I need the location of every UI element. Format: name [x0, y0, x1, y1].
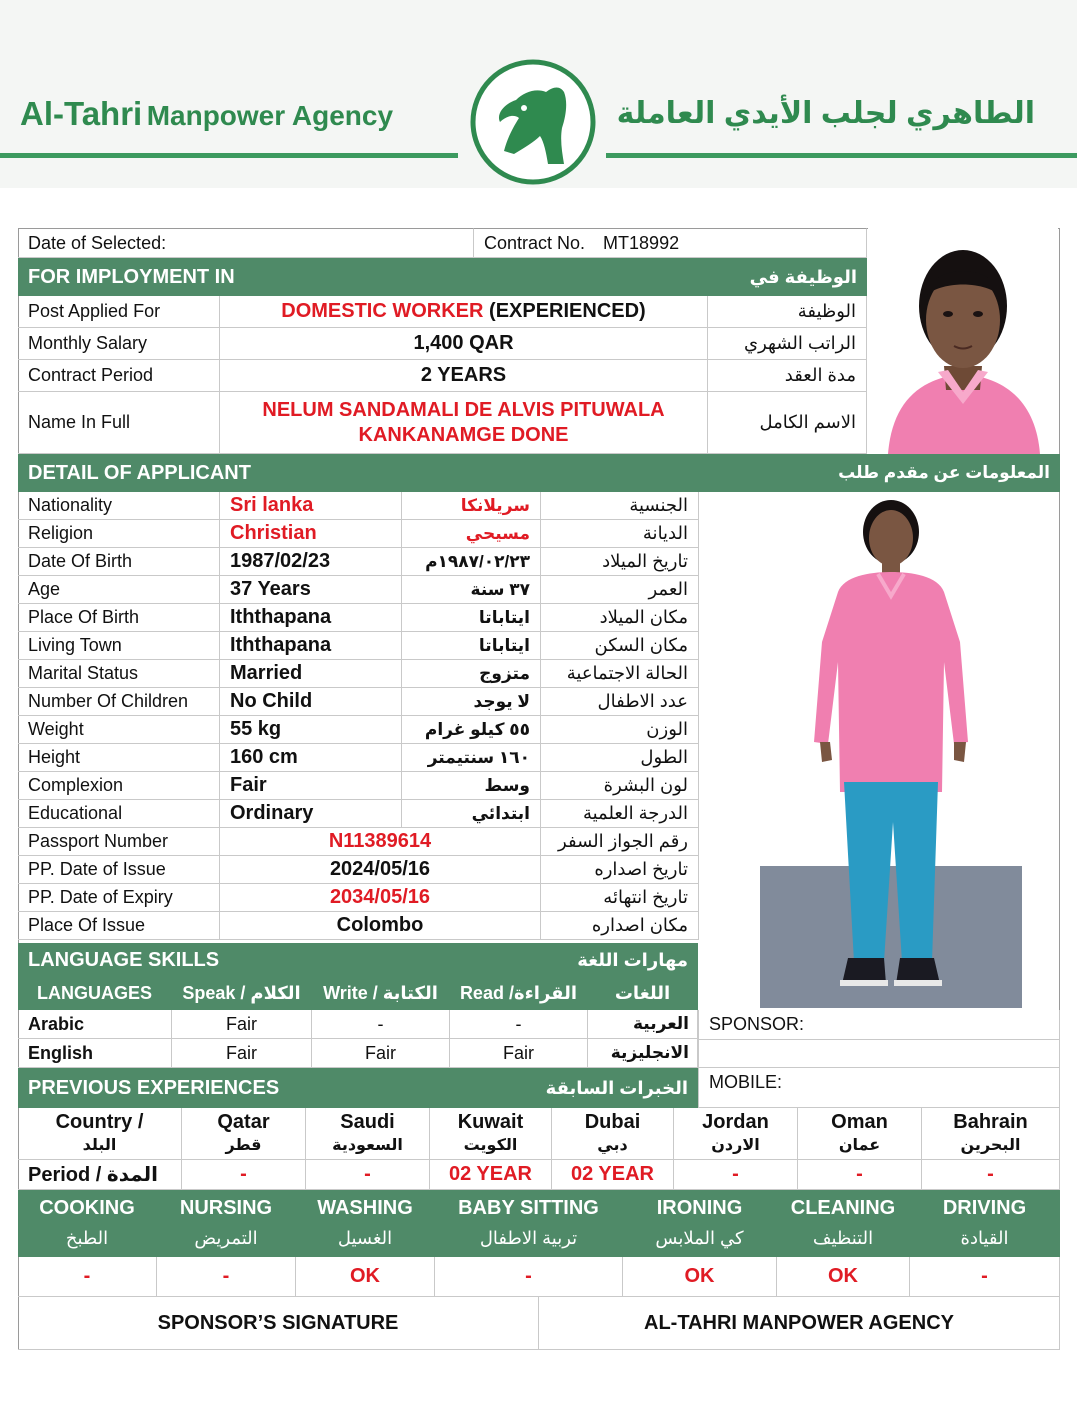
- country-name-en: Saudi: [340, 1110, 395, 1133]
- skill-value: OK: [623, 1257, 777, 1297]
- date-selected-label: Date of Selected:: [18, 228, 474, 258]
- horse-logo: [464, 56, 602, 188]
- applicant-label: Place Of Birth: [18, 604, 220, 632]
- applicant-value-ar: متزوج: [402, 660, 541, 688]
- skill-name-ar: كي الملابس: [655, 1228, 744, 1248]
- applicant-label-ar: الديانة: [541, 520, 699, 548]
- country-name-ar: السعودية: [332, 1136, 403, 1154]
- country-name-en: Bahrain: [953, 1110, 1028, 1133]
- skill-value: OK: [296, 1257, 435, 1297]
- contract-period-value: 2 YEARS: [220, 360, 708, 392]
- applicant-value: No Child: [220, 688, 402, 716]
- applicant-label: Living Town: [18, 632, 220, 660]
- passport-label: Place Of Issue: [18, 912, 220, 940]
- applicant-label-ar: عدد الاطفال: [541, 688, 699, 716]
- agency-name-en: Al-Tahri Manpower Agency: [20, 95, 394, 132]
- applicant-label: Religion: [18, 520, 220, 548]
- mobile-field: [698, 1068, 1060, 1108]
- experience-period: -: [182, 1160, 306, 1190]
- applicant-value: 37 Years: [220, 576, 402, 604]
- header-line-left: [0, 153, 458, 158]
- language-header: LANGUAGES: [18, 978, 172, 1010]
- passport-label: PP. Date of Expiry: [18, 884, 220, 912]
- applicant-label: Height: [18, 744, 220, 772]
- skill-name-en: COOKING: [39, 1197, 135, 1219]
- language-title-ar: مهارات اللغة: [577, 950, 688, 970]
- language-title-en: LANGUAGE SKILLS: [28, 949, 220, 971]
- applicant-title-en: DETAIL OF APPLICANT: [28, 461, 251, 484]
- full-name-ar: الاسم الكامل: [708, 392, 867, 454]
- skill-value: -: [157, 1257, 296, 1297]
- applicant-label-ar: الوزن: [541, 716, 699, 744]
- passport-value: Colombo: [220, 912, 541, 940]
- experience-title-ar: الخبرات السابقة: [545, 1077, 688, 1098]
- language-read: Fair: [450, 1039, 588, 1068]
- country-name-ar: دبي: [597, 1136, 628, 1154]
- skill-name-ar: التنظيف: [812, 1228, 874, 1248]
- applicant-value-ar: لا يوجد: [402, 688, 541, 716]
- applicant-value: Iththapana: [220, 632, 402, 660]
- skill-header: [910, 1190, 1060, 1257]
- experience-country: [552, 1108, 674, 1160]
- experience-period: -: [674, 1160, 798, 1190]
- applicant-value: 160 cm: [220, 744, 402, 772]
- skill-header: [18, 1190, 157, 1257]
- applicant-label: Complexion: [18, 772, 220, 800]
- skill-name-en: CLEANING: [790, 1197, 896, 1219]
- applicant-value: Sri lanka: [220, 492, 402, 520]
- post-applied-ar: الوظيفة: [708, 296, 867, 328]
- contract-period-label: Contract Period: [18, 360, 220, 392]
- applicant-section-header: [18, 454, 1060, 492]
- contract-label: Contract No.: [484, 232, 586, 253]
- country-name-en: Kuwait: [457, 1110, 524, 1133]
- applicant-value-ar: مسيحي: [402, 520, 541, 548]
- skill-name-ar: الطبخ: [65, 1228, 109, 1248]
- country-name-ar: البحرين: [960, 1136, 1021, 1154]
- applicant-value: 1987/02/23: [220, 548, 402, 576]
- country-name-en: Jordan: [702, 1110, 769, 1133]
- applicant-value-ar: ايتاباتا: [402, 632, 541, 660]
- applicant-label: Date Of Birth: [18, 548, 220, 576]
- agency-name-ar: الطاهري لجلب الأيدي العاملة: [616, 97, 1035, 130]
- header-line-right: [606, 153, 1077, 158]
- language-name: Arabic: [18, 1010, 172, 1039]
- mobile-label: MOBILE:: [709, 1072, 783, 1092]
- experience-period: 02 YEAR: [430, 1160, 552, 1190]
- skill-name-en: BABY SITTING: [458, 1197, 599, 1219]
- passport-label: Passport Number: [18, 828, 220, 856]
- experience-country: [18, 1108, 182, 1160]
- experience-period: -: [922, 1160, 1060, 1190]
- skill-value: -: [18, 1257, 157, 1297]
- agency-signature: AL-TAHRI MANPOWER AGENCY: [539, 1297, 1060, 1350]
- country-name-en: Country /: [55, 1110, 144, 1133]
- applicant-value-ar: ١٦٠ سنتيمتر: [402, 744, 541, 772]
- sponsor-signature: SPONSOR’S SIGNATURE: [18, 1297, 539, 1350]
- applicant-value: 55 kg: [220, 716, 402, 744]
- country-name-en: Dubai: [584, 1110, 641, 1133]
- passport-label-ar: مكان اصداره: [541, 912, 699, 940]
- country-name-ar: الكويت: [463, 1136, 518, 1154]
- skill-name-en: NURSING: [179, 1197, 273, 1219]
- post-applied-label: Post Applied For: [18, 296, 220, 328]
- experience-country: [674, 1108, 798, 1160]
- monthly-salary-value: 1,400 QAR: [220, 328, 708, 360]
- applicant-value: Fair: [220, 772, 402, 800]
- applicant-value: Married: [220, 660, 402, 688]
- applicant-label: Nationality: [18, 492, 220, 520]
- applicant-value-ar: ايتاباتا: [402, 604, 541, 632]
- contract-cell: [474, 228, 867, 258]
- language-header: Read /القراءة: [450, 978, 588, 1010]
- country-name-ar: قطر: [225, 1136, 262, 1154]
- country-name-ar: عمان: [838, 1136, 881, 1154]
- skill-header: [157, 1190, 296, 1257]
- applicant-label: Educational: [18, 800, 220, 828]
- experience-section-header: [18, 1068, 698, 1108]
- skill-name-ar: التمريض: [194, 1228, 258, 1248]
- experience-period: 02 YEAR: [552, 1160, 674, 1190]
- language-name: English: [18, 1039, 172, 1068]
- applicant-value-ar: ٥٥ كيلو غرام: [402, 716, 541, 744]
- experience-country: [430, 1108, 552, 1160]
- applicant-value: Ordinary: [220, 800, 402, 828]
- country-name-ar: البلد: [82, 1136, 117, 1154]
- language-header: Write / الكتابة: [312, 978, 450, 1010]
- country-name-ar: الاردن: [711, 1136, 760, 1154]
- applicant-label-ar: تاريخ الميلاد: [541, 548, 699, 576]
- country-name-en: Oman: [831, 1110, 888, 1133]
- language-read: -: [450, 1010, 588, 1039]
- contract-period-ar: مدة العقد: [708, 360, 867, 392]
- experience-title-en: PREVIOUS EXPERIENCES: [28, 1076, 280, 1099]
- applicant-value-ar: وسط: [402, 772, 541, 800]
- skill-name-en: WASHING: [317, 1197, 413, 1219]
- passport-label-ar: رقم الجواز السفر: [541, 828, 699, 856]
- skill-value: -: [910, 1257, 1060, 1297]
- skill-header: [435, 1190, 623, 1257]
- skill-name-ar: الغسيل: [337, 1228, 393, 1248]
- language-speak: Fair: [172, 1010, 312, 1039]
- skill-header: [296, 1190, 435, 1257]
- skill-name-ar: تربية الاطفال: [479, 1228, 578, 1248]
- sponsor-label: SPONSOR:: [709, 1014, 805, 1034]
- applicant-label-ar: الحالة الاجتماعية: [541, 660, 699, 688]
- language-header: Speak / الكلام: [172, 978, 312, 1010]
- applicant-value-ar: ١٩٨٧/٠٢/٢٣م: [402, 548, 541, 576]
- applicant-label-ar: الجنسية: [541, 492, 699, 520]
- passport-value: 2024/05/16: [220, 856, 541, 884]
- language-speak: Fair: [172, 1039, 312, 1068]
- applicant-value-ar: ٣٧ سنة: [402, 576, 541, 604]
- passport-label-ar: تاريخ اصداره: [541, 856, 699, 884]
- passport-label-ar: تاريخ انتهائه: [541, 884, 699, 912]
- contract-number: MT18992: [603, 232, 680, 253]
- applicant-label-ar: مكان السكن: [541, 632, 699, 660]
- experience-period: -: [798, 1160, 922, 1190]
- passport-label: PP. Date of Issue: [18, 856, 220, 884]
- applicant-label-ar: الدرجة العلمية: [541, 800, 699, 828]
- applicant-value: Christian: [220, 520, 402, 548]
- skill-name-en: DRIVING: [942, 1197, 1027, 1219]
- passport-value: N11389614: [220, 828, 541, 856]
- skill-header: [623, 1190, 777, 1257]
- applicant-label: Age: [18, 576, 220, 604]
- employment-title-en: FOR IMPLOYMENT IN: [28, 265, 235, 288]
- applicant-label-ar: مكان الميلاد: [541, 604, 699, 632]
- applicant-title-ar: المعلومات عن مقدم طلب: [838, 463, 1050, 482]
- experience-period: Period / المدة: [18, 1160, 182, 1190]
- language-header: اللغات: [588, 978, 698, 1010]
- language-write: Fair: [312, 1039, 450, 1068]
- applicant-portrait-photo: [868, 228, 1058, 454]
- applicant-label-ar: لون البشرة: [541, 772, 699, 800]
- passport-value: 2034/05/16: [220, 884, 541, 912]
- experience-country: [182, 1108, 306, 1160]
- experience-period: -: [306, 1160, 430, 1190]
- sponsor-blank: [698, 1040, 1060, 1068]
- skill-header: [777, 1190, 910, 1257]
- applicant-value-ar: ابتدائي: [402, 800, 541, 828]
- language-name-ar: العربية: [588, 1010, 698, 1039]
- experience-country: [798, 1108, 922, 1160]
- employment-section-header: [18, 258, 867, 296]
- post-applied-value: DOMESTIC WORKER (EXPERIENCED): [220, 296, 708, 328]
- country-name-en: Qatar: [217, 1110, 270, 1133]
- employment-title-ar: الوظيفة في: [749, 266, 857, 287]
- full-name-value: NELUM SANDAMALI DE ALVIS PITUWALA KANKANAMGE DONE: [220, 392, 708, 454]
- language-name-ar: الانجليزية: [588, 1039, 698, 1068]
- applicant-value-ar: سريلانكا: [402, 492, 541, 520]
- applicant-label: Marital Status: [18, 660, 220, 688]
- skill-value: OK: [777, 1257, 910, 1297]
- skill-value: -: [435, 1257, 623, 1297]
- sponsor-field: [698, 1010, 1060, 1040]
- language-write: -: [312, 1010, 450, 1039]
- applicant-label-ar: الطول: [541, 744, 699, 772]
- skill-name-ar: القيادة: [960, 1228, 1009, 1248]
- applicant-label-ar: العمر: [541, 576, 699, 604]
- full-name-label: Name In Full: [18, 392, 220, 454]
- language-section-header: [18, 943, 698, 978]
- applicant-full-body-photo: [760, 492, 1022, 1008]
- monthly-salary-ar: الراتب الشهري: [708, 328, 867, 360]
- experience-country: [922, 1108, 1060, 1160]
- applicant-label: Number Of Children: [18, 688, 220, 716]
- applicant-label: Weight: [18, 716, 220, 744]
- monthly-salary-label: Monthly Salary: [18, 328, 220, 360]
- experience-country: [306, 1108, 430, 1160]
- skill-name-en: IRONING: [656, 1197, 743, 1219]
- applicant-value: Iththapana: [220, 604, 402, 632]
